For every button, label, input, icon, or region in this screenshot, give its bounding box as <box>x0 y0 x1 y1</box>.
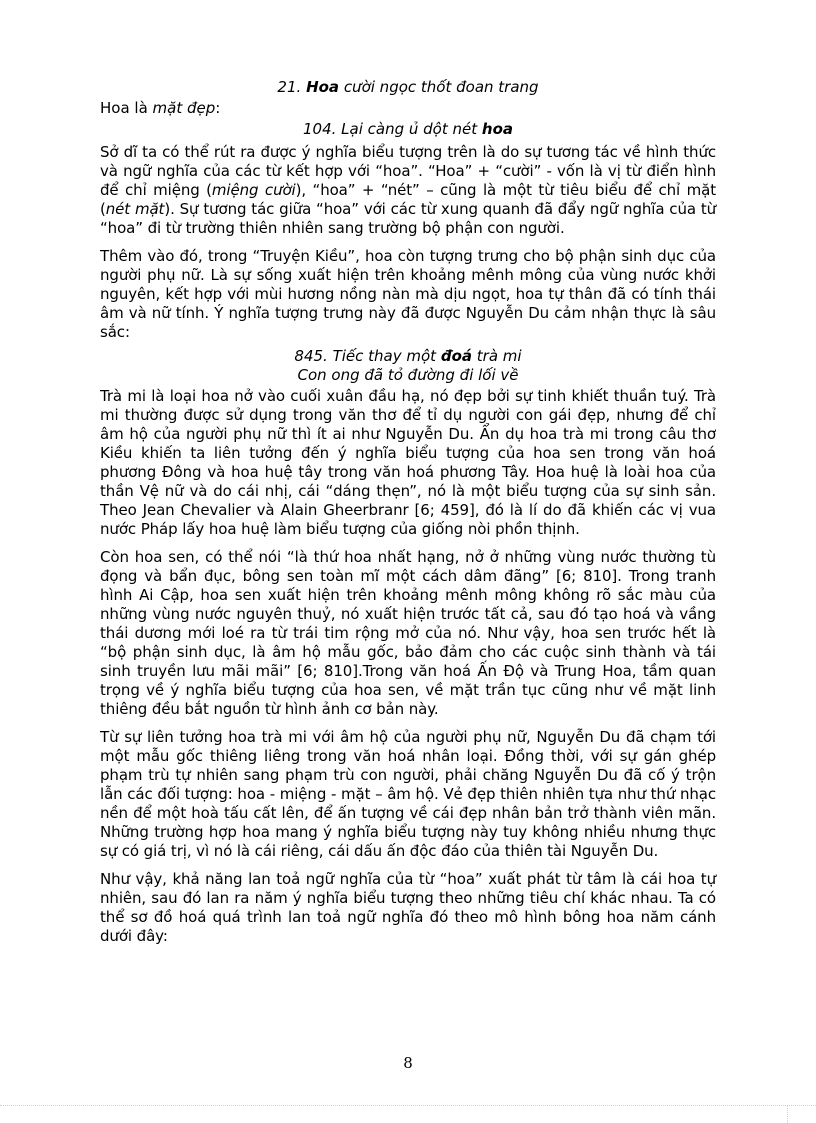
verse-keyword: đoá <box>440 347 472 365</box>
verse-text: cười ngọc thốt đoan trang <box>339 78 539 96</box>
paragraph-6: Như vậy, khả năng lan toả ngữ nghĩa của từ “hoa” xuất phát từ tâm là cái hoa tự nhiên, sau đó lan ra năm ý nghĩa biểu tượng theo những tiêu chí khác nhau. Ta có thể sơ đồ hoá quá trình lan toả ngữ nghĩa đó theo mô hình bông hoa năm cánh dưới đây: <box>100 870 716 945</box>
page-border-corner <box>787 1105 788 1123</box>
paragraph-3: Trà mi là loại hoa nở vào cuối xuân đầu hạ, nó đẹp bởi sự tinh khiết thuần tuý. Trà mi thường được sử dụng trong văn thơ để tỉ dụ người con gái đẹp, nhưng để chỉ âm hộ của người phụ nữ thì ít ai như Nguyễn Du. Ẩn dụ hoa trà mi trong câu thơ Kiều khiến ta liên tưởng đến ý nghĩa biểu tượng của hoa sen trong văn hoá phương Đông và hoa huệ tây trong văn hoá phương Tây. Hoa huệ là loài hoa của thần Vệ nữ và do cái nhị, cái “dáng thẹn”, nó là một biểu tượng của sự sinh sản. Theo Jean Chevalier và Alain Gheerbranr [6; 459], đó là lí do đã khiến các vị vua nước Pháp lấy hoa huệ làm biểu tượng của giống nòi phồn thịnh. <box>100 387 716 538</box>
verse-line-2: Con ong đã tỏ đường đi lối về <box>297 366 519 384</box>
verse-21 <box>100 78 716 97</box>
verse-104 <box>100 120 716 139</box>
lead-text: Hoa là <box>100 99 153 117</box>
para-italic: miệng cười <box>211 181 296 199</box>
verse-text: 845. Tiếc thay một <box>294 347 441 365</box>
page-number: 8 <box>403 1054 413 1072</box>
verse-keyword: hoa <box>481 120 513 138</box>
page-border <box>0 1105 816 1106</box>
para-italic: nét mặt <box>105 200 165 218</box>
paragraph-4: Còn hoa sen, có thể nói “là thứ hoa nhất hạng, nở ở những vùng nước thường tù đọng và bẩn đục, bông sen toàn mĩ một cách dâm đãng” [6; 810]. Trong tranh hình Ai Cập, hoa sen xuất hiện trên khoảng mênh mông không rõ sắc màu của những vùng nước nguyên thuỷ, nó xuất hiện trước tất cả, sau đó tạo hoá và vầng thái dương mới loé ra từ trái tim rộng mở của nó. Như vậy, hoa sen trước hết là “bộ phận sinh dục, là âm hộ mẫu gốc, bảo đảm cho các cuộc sinh thành và tái sinh truyền lưu mãi mãi” [6; 810].Trong văn hoá Ấn Độ và Trung Hoa, tầm quan trọng về ý nghĩa biểu tượng của hoa sen, về mặt trần tục cũng như về mặt linh thiêng đều bắt nguồn từ hình ảnh cơ bản này. <box>100 548 716 718</box>
verse-text: trà mi <box>472 347 522 365</box>
verse-number: 21. <box>277 78 302 96</box>
para-text: ), “hoa” + “nét” – cũng là một từ tiêu biểu để chỉ mặt ( <box>100 181 716 218</box>
verse-line-1 <box>100 347 716 366</box>
lead-colon: : <box>215 99 221 117</box>
paragraph-1 <box>100 143 716 238</box>
page-body <box>100 76 716 955</box>
paragraph-5: Từ sự liên tưởng hoa trà mi với âm hộ của người phụ nữ, Nguyễn Du đã chạm tới một mẫu gốc thiêng liêng trong văn hoá nhân loại. Đồng thời, với sự gán ghép phạm trù tự nhiên sang phạm trù con người, phải chăng Nguyễn Du đã cố ý trộn lẫn các đối tượng: hoa - miệng - mặt – âm hộ. Vẻ đẹp thiên nhiên tựa như thứ nhạc nền để một hoà tấu cất lên, để ấn tượng về cái đẹp nhân bản trở thành viên mãn. Những trường hợp hoa mang ý nghĩa biểu tượng này tuy không nhiều nhưng thực sự có giá trị, vì nó là cái riêng, cái dấu ấn độc đáo của thiên tài Nguyễn Du. <box>100 728 716 860</box>
para-text: ). Sự tương tác giữa “hoa” với các từ xung quanh đã đẩy ngữ nghĩa của từ “hoa” đi từ trường thiên nhiên sang trường bộ phận con người. <box>100 200 717 237</box>
verse-text: Lại càng ủ dột nét <box>336 120 482 138</box>
para-text: Sở dĩ ta có thể rút ra được ý nghĩa biểu tượng trên là do sự tương tác về hình thức và ngữ nghĩa của các từ kết hợp với “hoa”. “Hoa” + “cười” - vốn là vị từ điển hình để chỉ miệng ( <box>100 143 716 199</box>
lead-line <box>100 99 716 118</box>
verse-keyword: Hoa <box>306 78 340 96</box>
lead-italic: mặt đẹp <box>152 99 216 117</box>
verse-845 <box>100 347 716 385</box>
verse-number: 104. <box>302 120 337 138</box>
paragraph-2: Thêm vào đó, trong “Truyện Kiều”, hoa còn tượng trưng cho bộ phận sinh dục của người phụ nữ. Là sự sống xuất hiện trên khoảng mênh mông của vùng nước khởi nguyên, kết hợp với mùi hương nồng nàn mà dịu ngọt, hoa tự thân đã có tính thái âm và nữ tính. Ý nghĩa tượng trưng này đã được Nguyễn Du cảm nhận thực là sâu sắc: <box>100 247 716 341</box>
